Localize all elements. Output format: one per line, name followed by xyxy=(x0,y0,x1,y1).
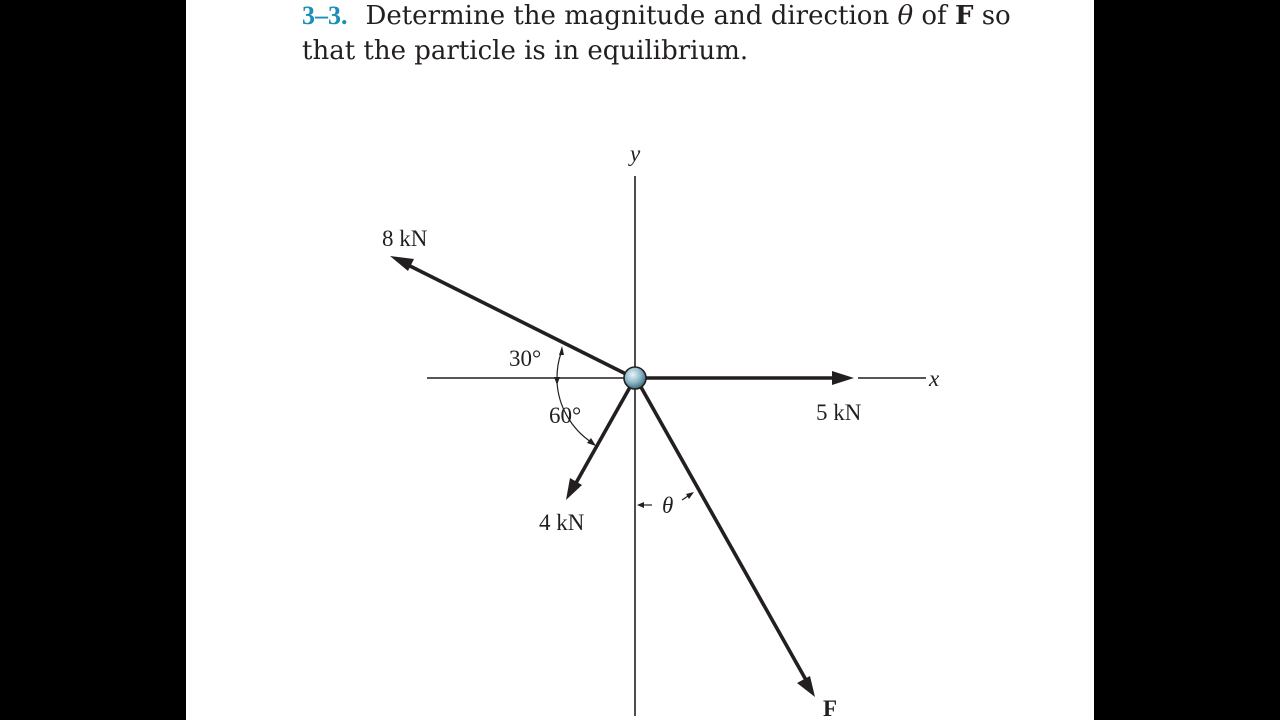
force-f-line xyxy=(637,380,806,680)
force-diagram xyxy=(186,0,1094,720)
force-8kn-label: 8 kN xyxy=(382,226,428,251)
problem-text-2: of xyxy=(921,1,947,31)
angle-30-arrow-top xyxy=(559,346,564,355)
problem-text-1: Determine the magnitude and direction xyxy=(365,1,890,31)
force-5kn-label: 5 kN xyxy=(816,400,862,425)
angle-60-label: 60° xyxy=(549,403,582,428)
problem-number: 3–3. xyxy=(302,1,348,30)
particle xyxy=(624,367,646,389)
force-5kn-arrowhead xyxy=(832,371,854,385)
x-axis-label: x xyxy=(929,366,940,391)
textbook-page xyxy=(186,0,1094,720)
problem-theta-symbol: θ xyxy=(897,1,914,31)
y-axis-label: y xyxy=(630,141,641,166)
angle-60-arrow xyxy=(587,438,596,446)
force-8kn-arrowhead xyxy=(390,256,414,271)
force-f-arrowhead xyxy=(797,676,815,697)
theta-label: θ xyxy=(662,493,674,518)
force-f-label: F xyxy=(823,696,838,720)
force-4kn-arrowhead xyxy=(566,478,582,500)
problem-text-3: so that the particle is in equilibrium. xyxy=(302,1,1011,66)
theta-right-leader xyxy=(682,496,688,500)
force-4kn-label: 4 kN xyxy=(539,510,585,535)
force-4kn-line xyxy=(576,380,634,483)
angle-30-label: 30° xyxy=(509,346,542,371)
theta-left-arrow xyxy=(637,502,644,508)
theta-right-arrow xyxy=(686,492,694,499)
problem-force-symbol: F xyxy=(954,1,974,31)
angle-30-arc xyxy=(557,353,561,378)
